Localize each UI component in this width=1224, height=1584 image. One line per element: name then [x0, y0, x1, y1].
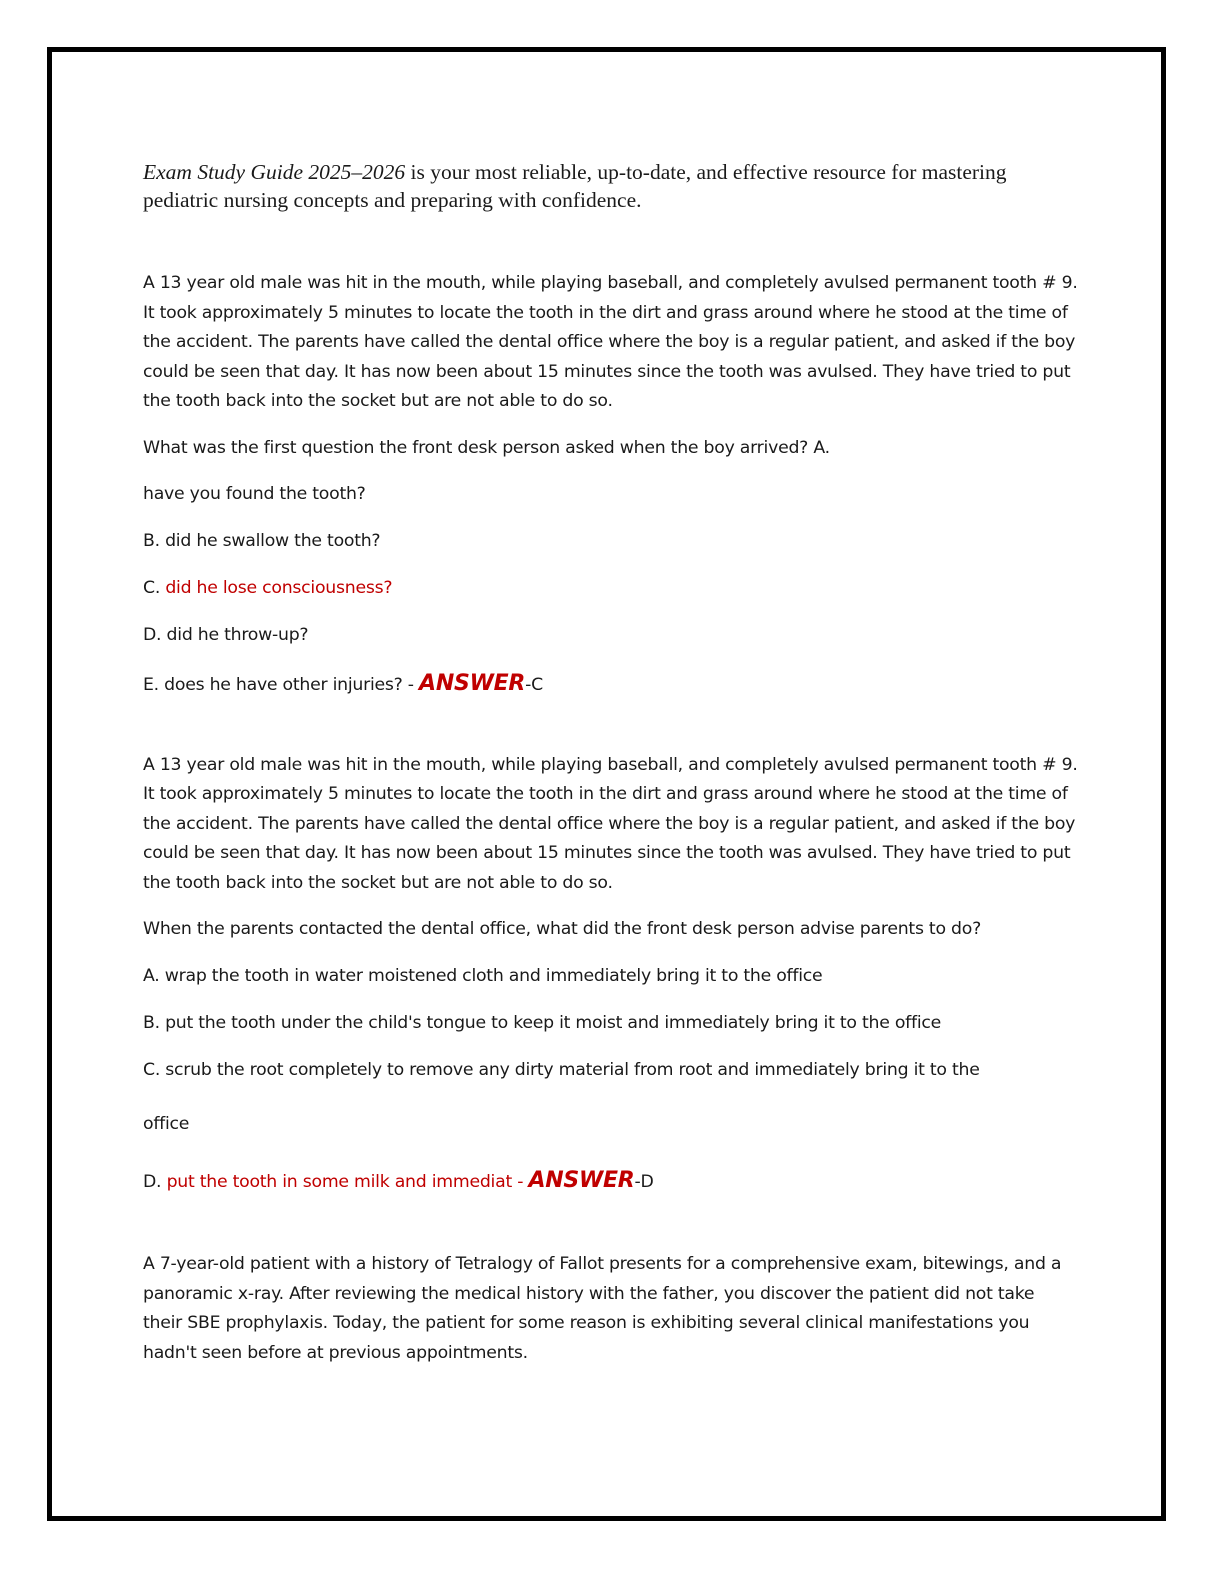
answer-label: ANSWER	[528, 1168, 635, 1193]
question-1	[143, 269, 1078, 700]
option-d	[143, 1166, 1078, 1197]
option-c-text: did he lose consciousness?	[165, 577, 393, 598]
question-stem: A 7-year-old patient with a history of Tetralogy of Fallot presents for a comprehensive exam, bitewings, and a panoramic x-ray. After reviewing the medical history with the father, you discover the patient did not take their SBE prophylaxis. Today, the patient for some reason is exhibiting several clinical manifestations you hadn't seen before at previous appointments.	[143, 1254, 1062, 1363]
guide-title: Exam Study Guide 2025–2026	[143, 160, 406, 184]
option-c	[143, 576, 1078, 600]
question-prompt: What was the first question the front desk person asked when the boy arrived? A.	[143, 437, 830, 458]
document-content	[143, 158, 1078, 1368]
option-d-text: put the tooth in some milk and immediat -	[166, 1172, 524, 1192]
question-stem: A 13 year old male was hit in the mouth, while playing baseball, and completely avulsed permanent tooth # 9. It took approximately 5 minutes to locate the tooth in the dirt and grass around where he stood at the time of the accident. The parents have called the dental office where the boy is a regular patient, and asked if the boy could be seen that day. It has now been about 15 minutes since the tooth was avulsed. They have tried to put the tooth back into the socket but are not able to do so.	[143, 754, 1078, 893]
option-d-prefix: D.	[143, 1172, 162, 1192]
option-d: D. did he throw-up?	[143, 624, 309, 645]
intro-paragraph	[143, 158, 1078, 214]
option-e-text: E. does he have other injuries? -	[143, 674, 414, 695]
option-c-prefix: C.	[143, 577, 161, 598]
option-e	[143, 669, 1078, 700]
question-prompt: When the parents contacted the dental office, what did the front desk person advise parents to do?	[143, 919, 981, 939]
option-a: have you found the tooth?	[143, 483, 366, 504]
option-b: B. put the tooth under the child's tongue to keep it moist and immediately bring it to the office	[143, 1013, 942, 1033]
answer-value: -C	[525, 674, 543, 695]
option-c-continuation: office	[143, 1114, 190, 1134]
option-b: B. did he swallow the tooth?	[143, 530, 381, 551]
question-stem: A 13 year old male was hit in the mouth, while playing baseball, and completely avulsed permanent tooth # 9. It took approximately 5 minutes to locate the tooth in the dirt and grass around where he stood at the time of the accident. The parents have called the dental office where the boy is a regular patient, and asked if the boy could be seen that day. It has now been about 15 minutes since the tooth was avulsed. They have tried to put the tooth back into the socket but are not able to do so.	[143, 273, 1078, 411]
question-2	[143, 751, 1078, 1198]
question-3	[143, 1250, 1078, 1368]
option-a: A. wrap the tooth in water moistened cloth and immediately bring it to the office	[143, 966, 823, 986]
option-c: C. scrub the root completely to remove any dirty material from root and immediately bring it to the	[143, 1060, 980, 1080]
answer-label: ANSWER	[419, 670, 526, 696]
intro-text: is your most reliable, up-to-date, and effective resource for mastering pediatric nursing concepts and preparing with confidence.	[143, 160, 1007, 212]
answer-value: -D	[634, 1172, 654, 1192]
